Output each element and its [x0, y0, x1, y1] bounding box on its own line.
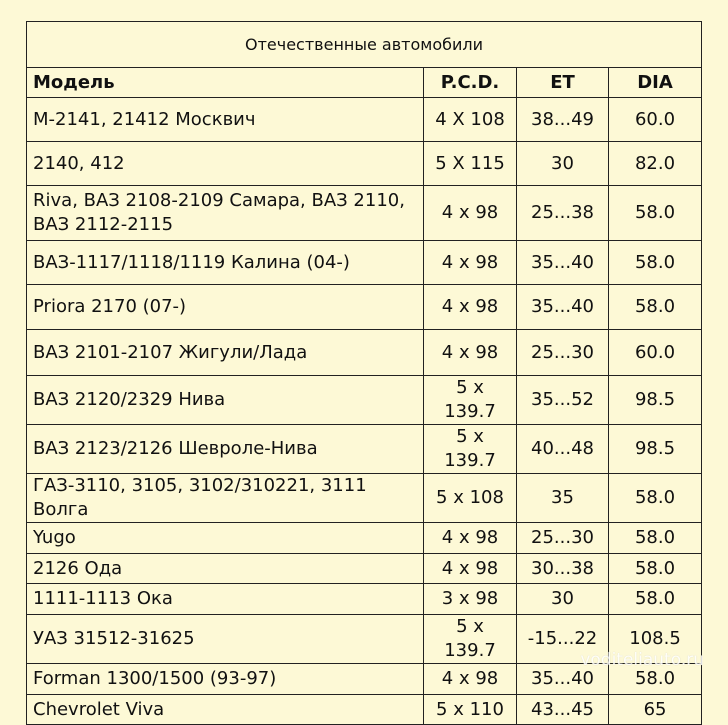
cell-dia: 58.0	[609, 241, 702, 285]
header-dia: DIA	[609, 68, 702, 98]
cell-pcd: 4 x 98	[424, 664, 517, 695]
cell-dia: 60.0	[609, 330, 702, 376]
cell-et: 38...49	[517, 98, 609, 142]
table-title: Отечественные автомобили	[27, 22, 702, 68]
cell-pcd: 4 x 98	[424, 241, 517, 285]
table-row	[27, 584, 702, 615]
cell-model: Riva, ВАЗ 2108-2109 Самара, ВАЗ 2110, ВАЗ 2112-2115	[27, 186, 424, 241]
cell-dia: 98.5	[609, 376, 702, 425]
table-row	[27, 285, 702, 330]
wheel-specs-table	[26, 21, 702, 725]
cell-pcd: 4 X 108	[424, 98, 517, 142]
table-row	[27, 330, 702, 376]
header-pcd: P.C.D.	[424, 68, 517, 98]
table-row	[27, 474, 702, 523]
cell-dia: 82.0	[609, 142, 702, 186]
cell-dia: 58.0	[609, 474, 702, 523]
table-row	[27, 241, 702, 285]
table-row	[27, 98, 702, 142]
table-row	[27, 523, 702, 554]
cell-model: 2126 Ода	[27, 554, 424, 584]
cell-et: 35...40	[517, 664, 609, 695]
cell-dia: 98.5	[609, 425, 702, 474]
cell-dia: 58.0	[609, 584, 702, 615]
cell-et: 35...52	[517, 376, 609, 425]
cell-pcd: 5 x 139.7	[424, 376, 517, 425]
cell-model: Yugo	[27, 523, 424, 554]
cell-et: 43...45	[517, 695, 609, 725]
cell-pcd: 4 x 98	[424, 186, 517, 241]
table-title-row	[27, 22, 702, 68]
table-row	[27, 186, 702, 241]
cell-pcd: 5 x 110	[424, 695, 517, 725]
cell-et: 25...38	[517, 186, 609, 241]
cell-model: М-2141, 21412 Москвич	[27, 98, 424, 142]
site-watermark: voditeliauto.ru	[580, 650, 704, 670]
cell-dia: 58.0	[609, 186, 702, 241]
table-row	[27, 554, 702, 584]
cell-dia: 108.5	[609, 615, 702, 664]
cell-pcd: 4 x 98	[424, 523, 517, 554]
cell-et: 35...40	[517, 285, 609, 330]
header-et: ET	[517, 68, 609, 98]
cell-dia: 58.0	[609, 523, 702, 554]
cell-model: ВАЗ 2101-2107 Жигули/Лада	[27, 330, 424, 376]
cell-pcd: 5 X 115	[424, 142, 517, 186]
cell-dia: 58.0	[609, 554, 702, 584]
cell-model: Priora 2170 (07-)	[27, 285, 424, 330]
cell-model: ВАЗ 2123/2126 Шевроле-Нива	[27, 425, 424, 474]
table-row	[27, 695, 702, 725]
cell-pcd: 5 x 139.7	[424, 425, 517, 474]
cell-model: ВАЗ-1117/1118/1119 Калина (04-)	[27, 241, 424, 285]
cell-model: 1111-1113 Ока	[27, 584, 424, 615]
cell-et: 30	[517, 142, 609, 186]
cell-pcd: 5 x 139.7	[424, 615, 517, 664]
table-header-row	[27, 68, 702, 98]
cell-dia: 58.0	[609, 664, 702, 695]
cell-et: 30	[517, 584, 609, 615]
cell-pcd: 4 x 98	[424, 554, 517, 584]
cell-model: Forman 1300/1500 (93-97)	[27, 664, 424, 695]
table-row	[27, 425, 702, 474]
cell-pcd: 5 x 108	[424, 474, 517, 523]
cell-et: 25...30	[517, 523, 609, 554]
table-row	[27, 376, 702, 425]
cell-dia: 58.0	[609, 285, 702, 330]
cell-et: 30...38	[517, 554, 609, 584]
header-model: Модель	[27, 68, 424, 98]
cell-dia: 60.0	[609, 98, 702, 142]
cell-et: 25...30	[517, 330, 609, 376]
cell-model: Chevrolet Viva	[27, 695, 424, 725]
cell-pcd: 4 x 98	[424, 285, 517, 330]
table-row	[27, 142, 702, 186]
cell-et: -15...22	[517, 615, 609, 664]
cell-et: 35...40	[517, 241, 609, 285]
cell-pcd: 3 x 98	[424, 584, 517, 615]
cell-model: УАЗ 31512-31625	[27, 615, 424, 664]
cell-pcd: 4 x 98	[424, 330, 517, 376]
cell-dia: 65	[609, 695, 702, 725]
cell-et: 40...48	[517, 425, 609, 474]
cell-model: ВАЗ 2120/2329 Нива	[27, 376, 424, 425]
cell-model: 2140, 412	[27, 142, 424, 186]
cell-model: ГАЗ-3110, 3105, 3102/310221, 3111 Волга	[27, 474, 424, 523]
cell-et: 35	[517, 474, 609, 523]
